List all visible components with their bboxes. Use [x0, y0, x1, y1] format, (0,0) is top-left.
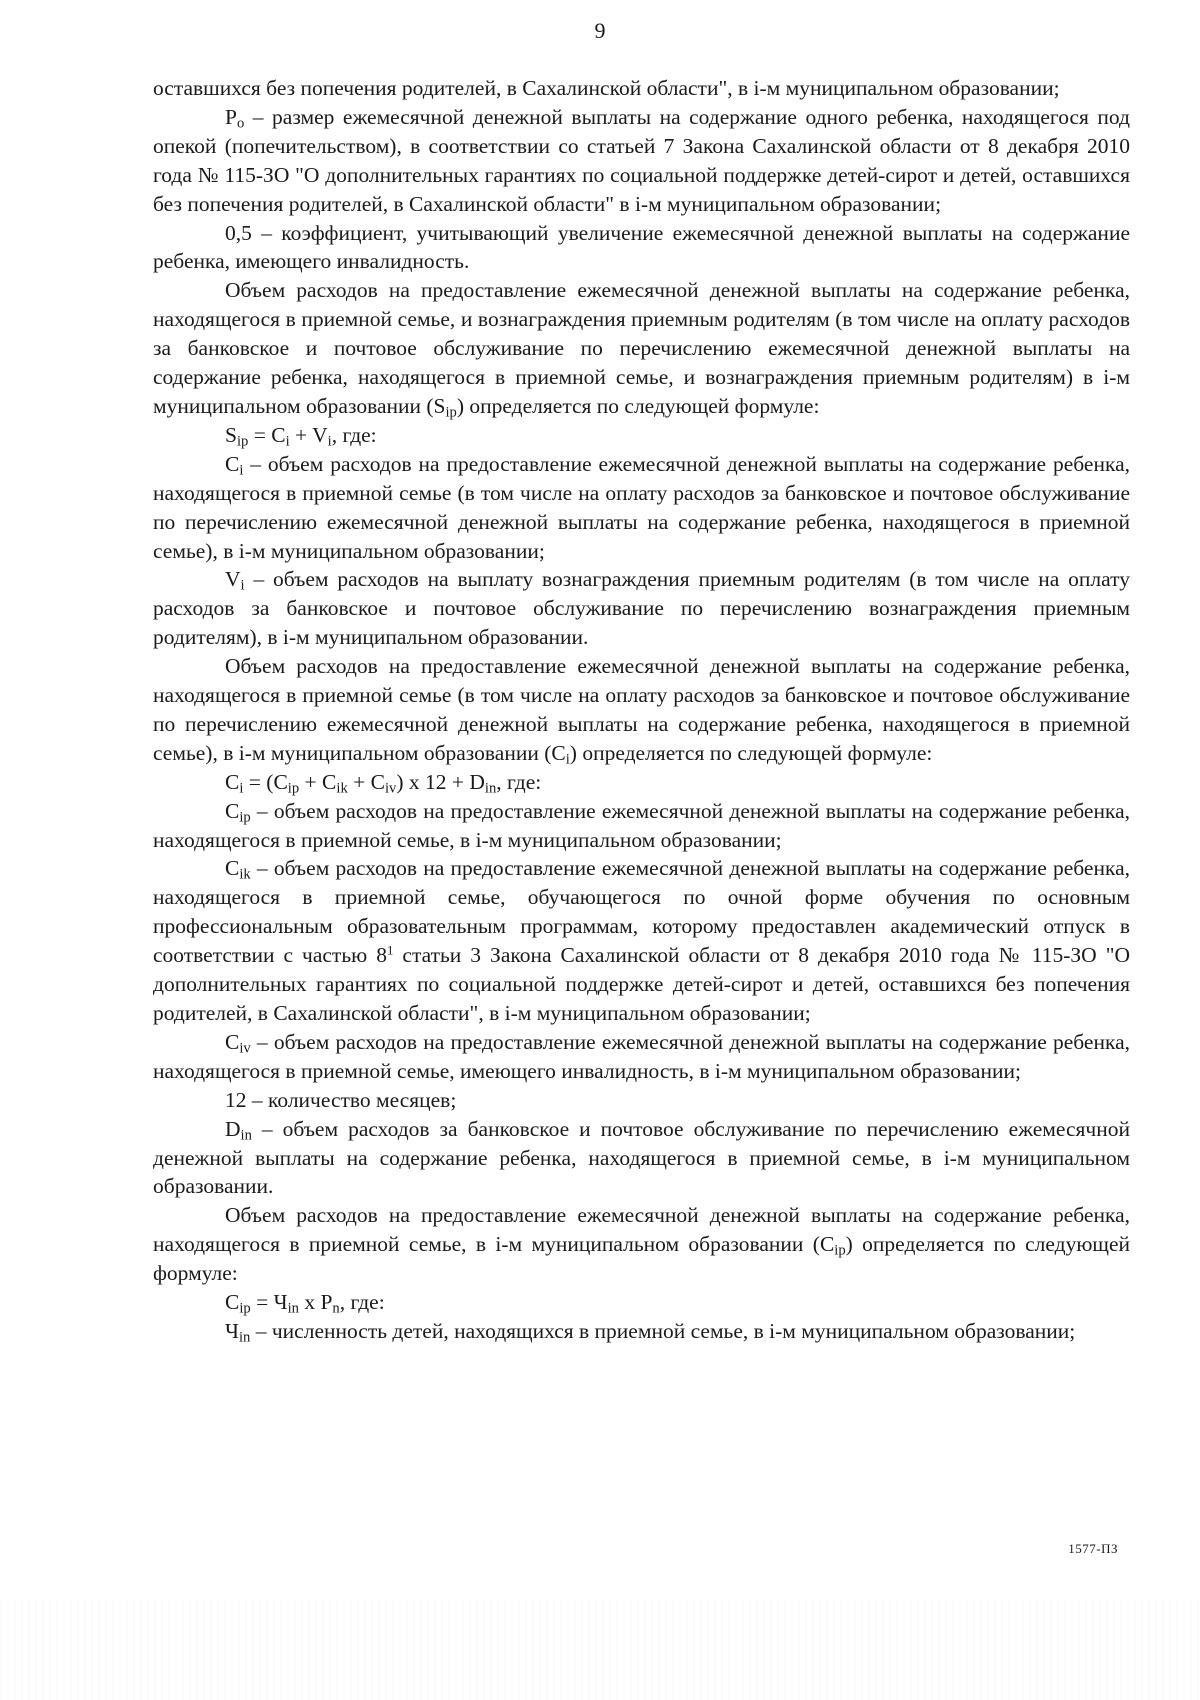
text-run: Объем расходов на предоставление ежемесячной денежной выплаты на содержание ребенка, находящегося в приемной семье, в i-м муниципальном образовании (C	[153, 1203, 1130, 1257]
text-run: , где:	[496, 769, 542, 794]
text-run: C	[225, 1290, 240, 1315]
paragraph	[153, 854, 1130, 1027]
text-run: S	[225, 422, 237, 447]
text-run: + C	[299, 769, 337, 794]
paragraph	[153, 1317, 1130, 1346]
subscript: i	[240, 578, 245, 595]
paragraph	[153, 1288, 1130, 1317]
text-run: + C	[347, 769, 385, 794]
text-run: D	[225, 1116, 241, 1141]
text-run: ) x 12 + D	[396, 769, 485, 794]
text-run: статьи 3 Закона Сахалинской области от 8 декабря 2010 года № 115-ЗО "О дополнительных гарантиях по социальной поддержке детей-сирот и детей, оставшихся без попечения родителей, в Сахалинской области", в i-м муниципальном образовании;	[153, 943, 1130, 1025]
text-run: 12 – количество месяцев;	[225, 1087, 457, 1112]
paragraph	[153, 1086, 1130, 1115]
text-run: C	[225, 451, 240, 476]
paragraph	[153, 652, 1130, 768]
paragraph	[153, 450, 1130, 566]
subscript: o	[236, 115, 245, 132]
superscript: 1	[386, 943, 394, 958]
text-run: 0,5 – коэффициент, учитывающий увеличение ежемесячной денежной выплаты на содержание ребенка, имеющего инвалидность.	[153, 220, 1130, 274]
document-body	[153, 74, 1130, 1346]
subscript: ip	[236, 433, 249, 450]
subscript: in	[484, 780, 497, 797]
subscript: i	[285, 433, 290, 450]
text-run: P	[225, 104, 237, 129]
paragraph	[153, 276, 1130, 421]
text-run: C	[225, 798, 240, 823]
subscript: ip	[445, 404, 457, 421]
paragraph	[153, 421, 1130, 450]
paragraph	[153, 797, 1130, 855]
text-run: ) определяется по следующей формуле:	[456, 393, 820, 418]
text-run: Ч	[225, 1318, 239, 1343]
subscript: in	[238, 1329, 251, 1346]
text-run: , где:	[339, 1290, 385, 1315]
document-code: 1577-ПЗ	[1068, 1541, 1118, 1556]
subscript: ip	[239, 1300, 251, 1317]
subscript: iv	[384, 780, 397, 797]
subscript: iv	[239, 1040, 251, 1057]
text-run: = Ч	[250, 1290, 288, 1315]
paragraph	[153, 1201, 1130, 1288]
text-run: Объем расходов на предоставление ежемесячной денежной выплаты на содержание ребенка, находящегося в приемной семье, и вознаграждения приемным родителям (в том числе на оплату расходов за банковское и почтовое обслуживание по перечислению ежемесячной денежной выплаты на содержание ребенка, находящегося в приемной семье, и вознаграждения приемным родителям) в i-м муниципальном образовании (S	[153, 278, 1130, 418]
paragraph	[153, 1115, 1130, 1202]
paragraph	[153, 768, 1130, 797]
text-run: C	[225, 1029, 240, 1054]
paragraph	[153, 1028, 1130, 1086]
subscript: ip	[834, 1242, 846, 1259]
scan-noise	[0, 1600, 1200, 1700]
subscript: in	[240, 1127, 252, 1144]
paragraph	[153, 565, 1130, 652]
text-run: ) определяется по следующей формуле:	[153, 1232, 1130, 1286]
text-run: – численность детей, находящихся в приемной семье, в i-м муниципальном образовании;	[250, 1318, 1076, 1343]
text-run: – объем расходов на предоставление ежемесячной денежной выплаты на содержание ребенка, находящегося в приемной семье (в том числе на оплату расходов за банковское и почтовое обслуживание по перечислению ежемесячной денежной выплаты на содержание ребенка, находящегося в приемной семье), в i-м муниципальном образовании;	[153, 451, 1130, 563]
text-run: – объем расходов на выплату вознаграждения приемным родителям (в том числе на оплату расходов за банковское и почтовое обслуживание по перечислению вознаграждения приемным родителям), в i-м муниципальном образовании.	[153, 567, 1130, 650]
paragraph	[153, 103, 1130, 219]
page-number: 9	[594, 18, 606, 43]
text-run: , где:	[331, 422, 377, 447]
subscript: i	[239, 780, 244, 797]
text-run: = (C	[243, 769, 288, 794]
text-run: + V	[289, 422, 328, 447]
subscript: i	[239, 462, 244, 479]
subscript: i	[565, 751, 570, 768]
paragraph	[153, 74, 1130, 103]
subscript: ip	[239, 809, 251, 826]
text-run: C	[225, 769, 240, 794]
subscript: ik	[239, 867, 251, 884]
text-run: ) определяется по следующей формуле:	[569, 740, 933, 765]
text-run: x P	[298, 1290, 333, 1315]
text-run: = C	[248, 422, 286, 447]
text-run: – объем расходов на предоставление ежемесячной денежной выплаты на содержание ребенка, находящегося в приемной семье, имеющего инвалидность, в i-м муниципальном образовании;	[153, 1029, 1130, 1083]
text-run: – объем расходов на предоставление ежемесячной денежной выплаты на содержание ребенка, находящегося в приемной семье, в i-м муниципальном образовании;	[153, 798, 1130, 852]
subscript: i	[327, 433, 332, 450]
text-run: V	[225, 567, 241, 592]
subscript: ik	[336, 780, 348, 797]
subscript: n	[332, 1300, 340, 1317]
text-run: – размер ежемесячной денежной выплаты на содержание одного ребенка, находящегося под опекой (попечительством), в соответствии со статьей 7 Закона Сахалинской области от 8 декабря 2010 года № 115-ЗО "О дополнительных гарантиях по социальной поддержке детей-сирот и детей, оставшихся без попечения родителей, в Сахалинской области" в i-м муниципальном образовании;	[153, 104, 1130, 216]
subscript: in	[287, 1300, 299, 1317]
text-run: оставшихся без попечения родителей, в Сахалинской области", в i-м муниципальном образовании;	[153, 76, 1060, 100]
text-run: C	[225, 856, 240, 881]
text-run: – объем расходов на предоставление ежемесячной денежной выплаты на содержание ребенка, находящегося в приемной семье, обучающегося по очной форме обучения по основным профессиональным образовательным программам, которому предоставлен академический отпуск в соответствии с частью 8	[153, 856, 1130, 968]
subscript: ip	[287, 780, 300, 797]
text-run: Объем расходов на предоставление ежемесячной денежной выплаты на содержание ребенка, находящегося в приемной семье (в том числе на оплату расходов за банковское и почтовое обслуживание по перечислению ежемесячной денежной выплаты на содержание ребенка, находящегося в приемной семье), в i-м муниципальном образовании (C	[153, 654, 1130, 765]
text-run: – объем расходов за банковское и почтовое обслуживание по перечислению ежемесячной денежной выплаты на содержание ребенка, находящегося в приемной семье, в i-м муниципальном образовании.	[153, 1116, 1130, 1199]
paragraph	[153, 219, 1130, 277]
